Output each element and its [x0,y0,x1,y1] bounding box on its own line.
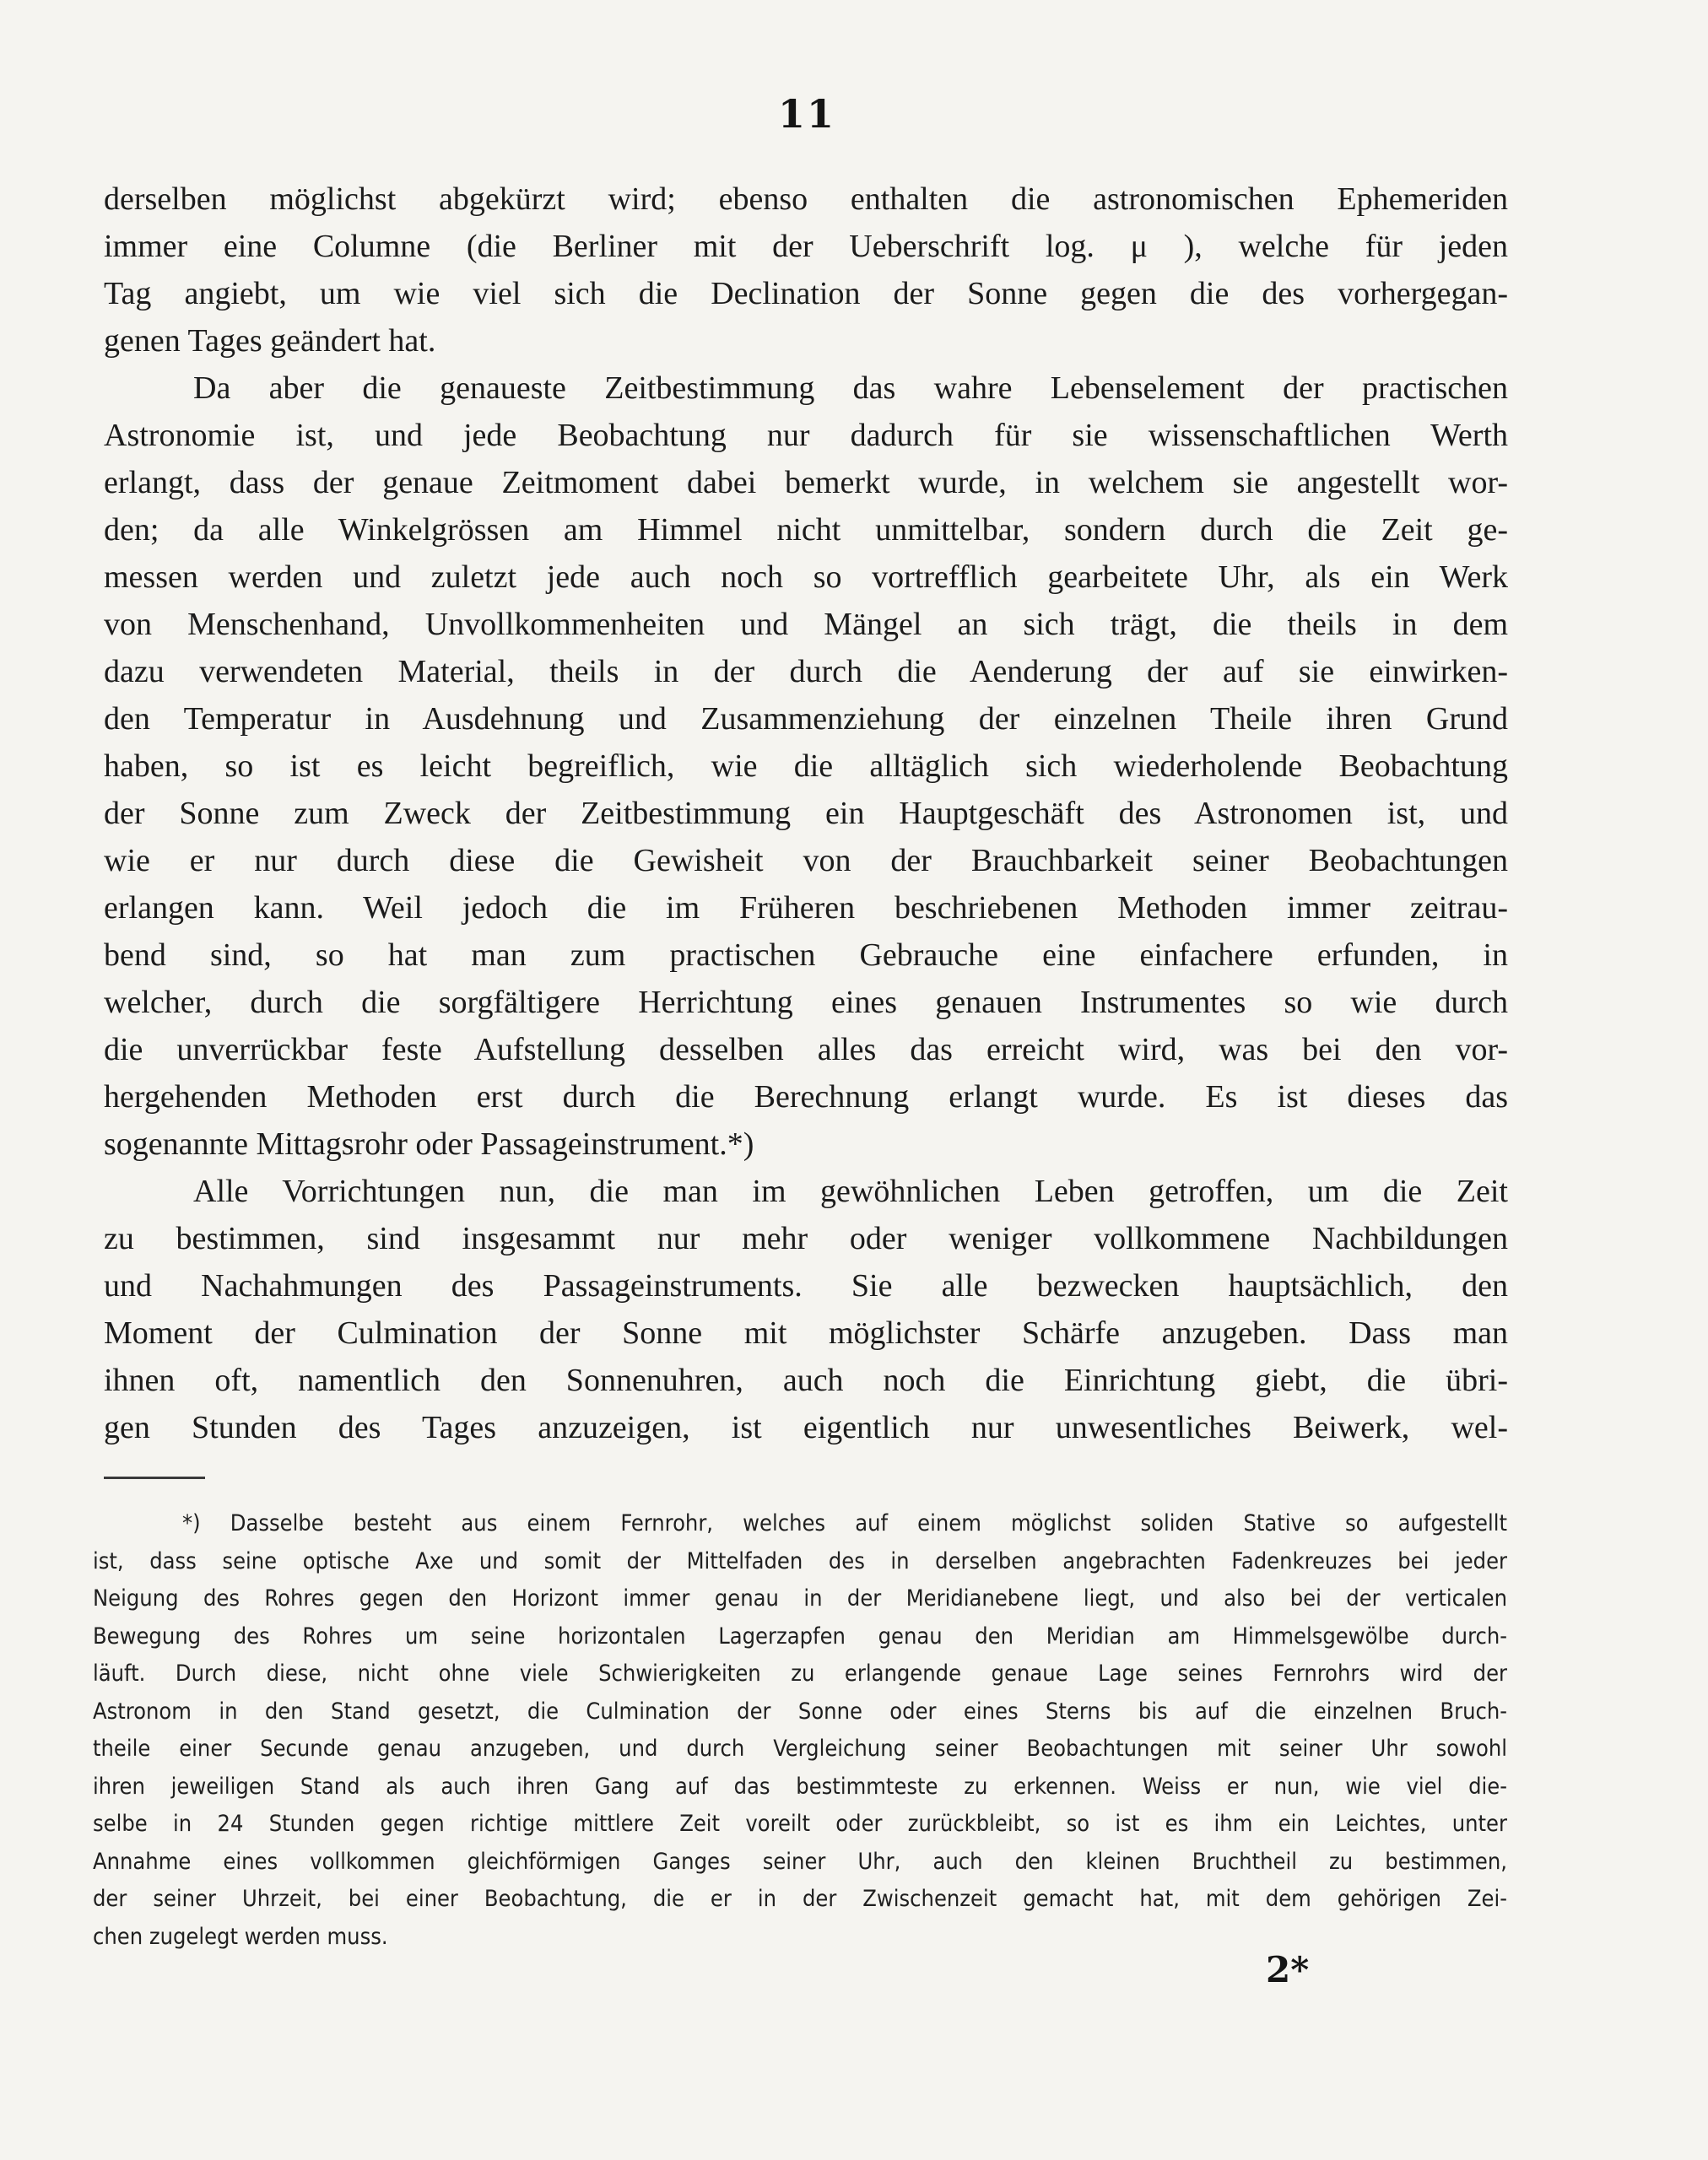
body-line: erlangen kann. Weil jedoch die im Früheren beschriebenen Methoden immer zeitrau- [104,890,1508,926]
body-line: zu bestimmen, sind insgesammt nur mehr oder weniger vollkommene Nachbildungen [104,1221,1508,1256]
body-line: den Temperatur in Ausdehnung und Zusammenziehung der einzelnen Theile ihren Grund [104,701,1508,737]
footnote [93,1505,1507,1956]
body-line: haben, so ist es leicht begreiflich, wie die alltäglich sich wiederholende Beobachtung [104,748,1508,784]
body-line: die unverrückbar feste Aufstellung desselben alles das erreicht wird, was bei den vor- [104,1032,1508,1067]
body-line: erlangt, dass der genaue Zeitmoment dabei bemerkt wurde, in welchem sie angestellt wor- [104,465,1508,500]
footnote-line: der seiner Uhrzeit, bei einer Beobachtung, die er in der Zwischenzeit gemacht hat, mit dem gehörigen Zei- [93,1886,1507,1912]
footnote-line: Bewegung des Rohres um seine horizontalen Lagerzapfen genau den Meridian am Himmelsgewölbe durch- [93,1623,1507,1650]
body-line: den; da alle Winkelgrössen am Himmel nicht unmittelbar, sondern durch die Zeit ge- [104,512,1508,548]
body-line: bend sind, so hat man zum practischen Gebrauche eine einfachere erfunden, in [104,937,1508,973]
page-number: 11 [777,91,835,137]
body-line: Moment der Culmination der Sonne mit möglichster Schärfe anzugeben. Dass man [104,1315,1508,1351]
footnote-line: ihren jeweiligen Stand als auch ihren Gang auf das bestimmteste zu erkennen. Weiss er nun, wie viel die- [93,1773,1507,1800]
footnote-line: läuft. Durch diese, nicht ohne viele Schwierigkeiten zu erlangende genaue Lage seines Fernrohrs wird der [93,1660,1507,1687]
body-line: von Menschenhand, Unvollkommenheiten und Mängel an sich trägt, die theils in dem [104,607,1508,642]
footnote-line: Neigung des Rohres gegen den Horizont immer genau in der Meridianebene liegt, und also bei der verticalen [93,1585,1507,1612]
body-line: dazu verwendeten Material, theils in der durch die Aenderung der auf sie einwirken- [104,654,1508,689]
body-line: Alle Vorrichtungen nun, die man im gewöhnlichen Leben getroffen, um die Zeit [193,1174,1508,1209]
body-line: immer eine Columne (die Berliner mit der Ueberschrift log. μ ), welche für jeden [104,229,1508,264]
body-line: gen Stunden des Tages anzuzeigen, ist eigentlich nur unwesentliches Beiwerk, wel- [104,1410,1508,1445]
body-line: wie er nur durch diese die Gewisheit von der Brauchbarkeit seiner Beobachtungen [104,843,1508,878]
footnote-line: selbe in 24 Stunden gegen richtige mittlere Zeit voreilt oder zurückbleibt, so ist es ihm ein Leichtes, unter [93,1811,1507,1837]
footnote-line: theile einer Secunde genau anzugeben, und durch Vergleichung seiner Beobachtungen mit seiner Uhr sowohl [93,1736,1507,1762]
body-text [104,176,1508,1451]
signature-mark: 2* [1266,1949,1310,1990]
body-line: sogenannte Mittagsrohr oder Passageinstrument.*) [104,1126,754,1162]
footnote-line: Annahme eines vollkommen gleichförmigen Ganges seiner Uhr, auch den kleinen Bruchtheil zu bestimmen, [93,1848,1507,1875]
body-line: Astronomie ist, und jede Beobachtung nur dadurch für sie wissenschaftlichen Werth [104,418,1508,453]
footnote-line: chen zugelegt werden muss. [93,1923,388,1950]
body-line: der Sonne zum Zweck der Zeitbestimmung ein Hauptgeschäft des Astronomen ist, und [104,796,1508,831]
footnote-line: Astronom in den Stand gesetzt, die Culmination der Sonne oder eines Sterns bis auf die einzelnen Bruch- [93,1698,1507,1725]
body-line: und Nachahmungen des Passageinstruments. Sie alle bezwecken hauptsächlich, den [104,1268,1508,1304]
footnote-line: ist, dass seine optische Axe und somit der Mittelfaden des in derselben angebrachten Fadenkreuzes bei jeder [93,1547,1507,1574]
footnote-divider [104,1477,205,1479]
body-line: welcher, durch die sorgfältigere Herrichtung eines genauen Instrumentes so wie durch [104,985,1508,1020]
body-line: hergehenden Methoden erst durch die Berechnung erlangt wurde. Es ist dieses das [104,1079,1508,1115]
body-line: messen werden und zuletzt jede auch noch so vortrefflich gearbeitete Uhr, als ein Werk [104,559,1508,595]
body-line: Da aber die genaueste Zeitbestimmung das wahre Lebenselement der practischen [193,370,1508,406]
body-line: Tag angiebt, um wie viel sich die Declination der Sonne gegen die des vorhergegan- [104,276,1508,311]
footnote-line: *) Dasselbe besteht aus einem Fernrohr, welches auf einem möglichst soliden Stative so aufgestellt [182,1510,1507,1536]
body-line: derselben möglichst abgekürzt wird; ebenso enthalten die astronomischen Ephemeriden [104,181,1508,217]
body-line: genen Tages geändert hat. [104,323,436,359]
body-line: ihnen oft, namentlich den Sonnenuhren, auch noch die Einrichtung giebt, die übri- [104,1363,1508,1398]
